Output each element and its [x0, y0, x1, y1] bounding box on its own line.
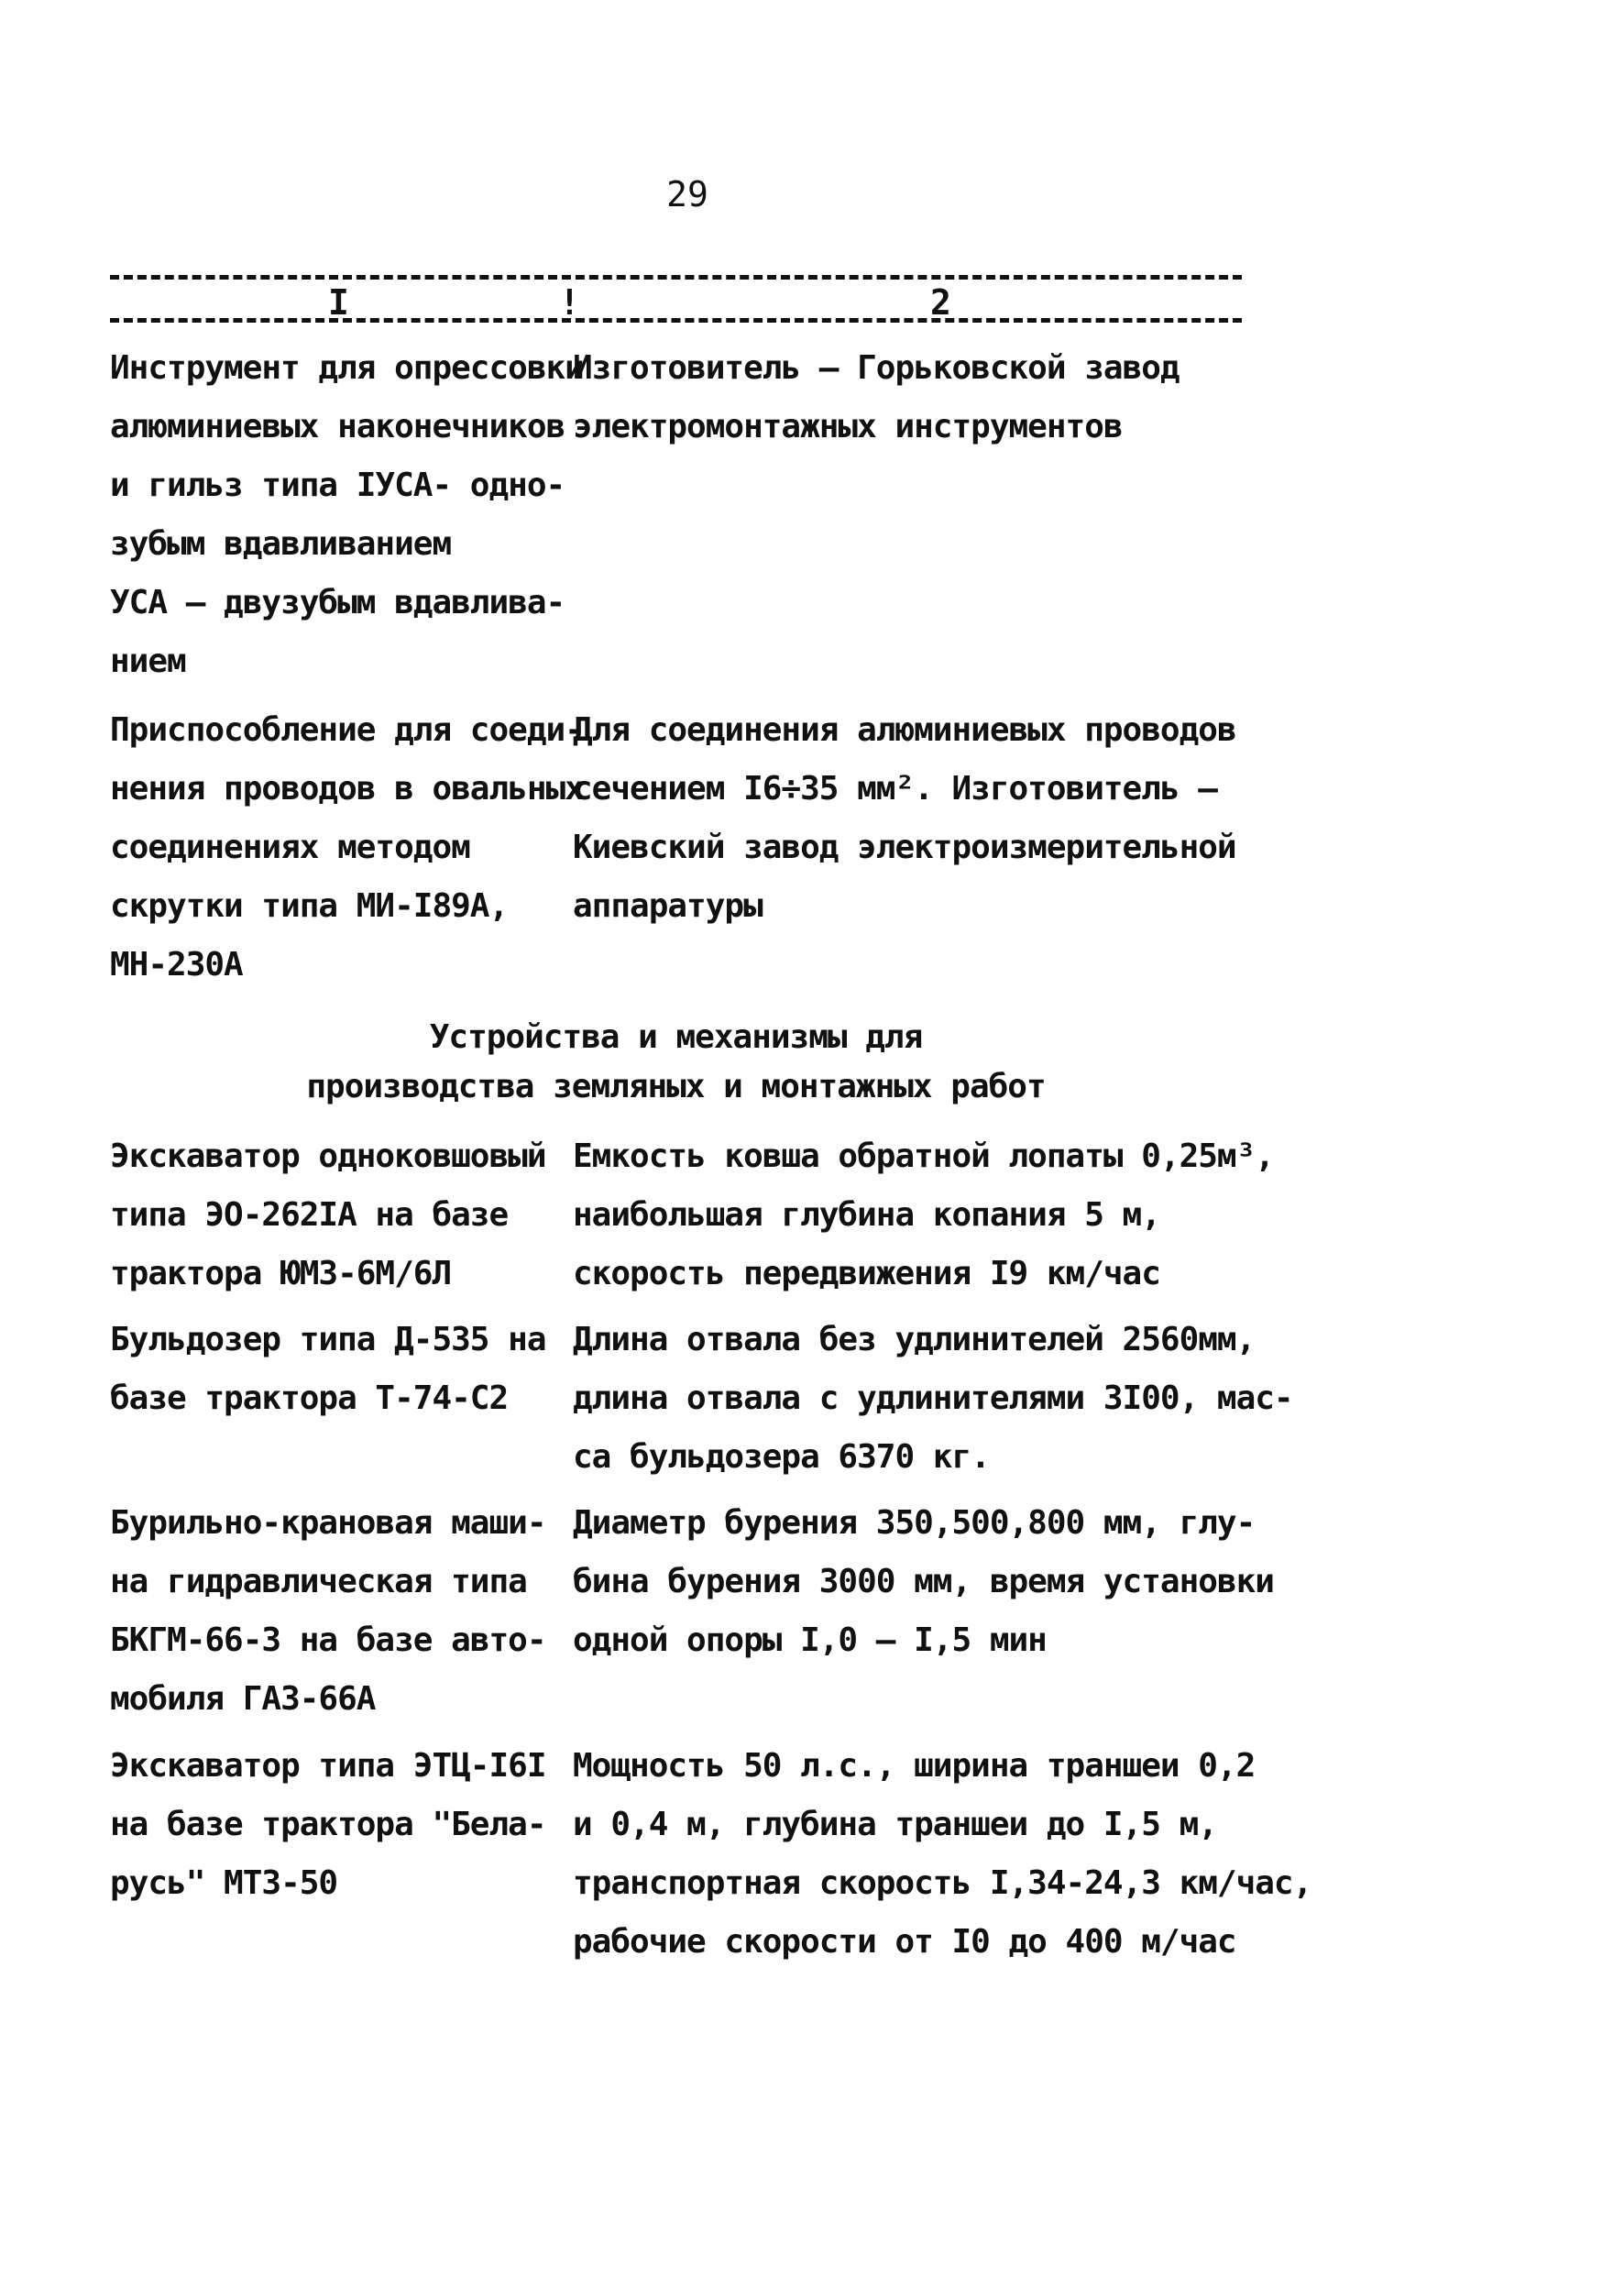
column-divider-marker: !	[559, 282, 580, 323]
entry-1-description: Изготовитель – Горьковской завод электромонтажных инструментов	[573, 349, 1180, 445]
entry-2-description: Для соединения алюминиевых проводов сечением I6÷35 мм². Изготовитель – Киевский завод электроизмерительной аппаратуры	[573, 711, 1236, 925]
entry-5-description: Диаметр бурения 350,500,800 мм, глу- бина бурения 3000 мм, время установки одной опоры I,0 – I,5 мин	[573, 1504, 1274, 1659]
entry-4-description: Длина отвала без удлинителей 2560мм, длина отвала с удлинителями 3I00, мас- са бульдозера 6370 кг.	[573, 1321, 1293, 1476]
column-2-marker: 2	[930, 282, 951, 323]
column-1-marker: I	[328, 282, 349, 323]
entry-1-name: Инструмент для опрессовки алюминиевых наконечников и гильз типа IУСА- одно- зубым вдавливанием УСА – двузубым вдавлива- нием	[110, 349, 584, 680]
entry-4-name: Бульдозер типа Д-535 на базе трактора Т-74-С2	[110, 1321, 546, 1417]
entry-3-name: Экскаватор одноковшовый типа ЭО-262IА на базе трактора ЮМЗ-6М/6Л	[110, 1138, 546, 1292]
section-heading: Устройства и механизмы для производства земляных и монтажных работ	[306, 1018, 1046, 1105]
entry-6-description: Мощность 50 л.с., ширина траншеи 0,2 и 0,4 м, глубина траншеи до I,5 м, транспортная скорость I,34-24,3 км/час, рабочие скорости от I0 до 400 м/час	[573, 1747, 1312, 1961]
header-rule-bottom	[110, 318, 1242, 323]
page-number: 29	[666, 174, 708, 214]
entry-5-name: Бурильно-крановая маши- на гидравлическая типа БКГМ-66-3 на базе авто- мобиля ГАЗ-66А	[110, 1504, 546, 1718]
entry-2-name: Приспособление для соеди- нения проводов в овальных соединениях методом скрутки типа МИ-I89А, МН-230А	[110, 711, 584, 984]
header-rule-top	[110, 275, 1242, 280]
entry-3-description: Емкость ковша обратной лопаты 0,25м³, наибольшая глубина копания 5 м, скорость передвижения I9 км/час	[573, 1138, 1274, 1292]
entry-6-name: Экскаватор типа ЭТЦ-I6I на базе трактора "Бела- русь" МТЗ-50	[110, 1747, 546, 1902]
